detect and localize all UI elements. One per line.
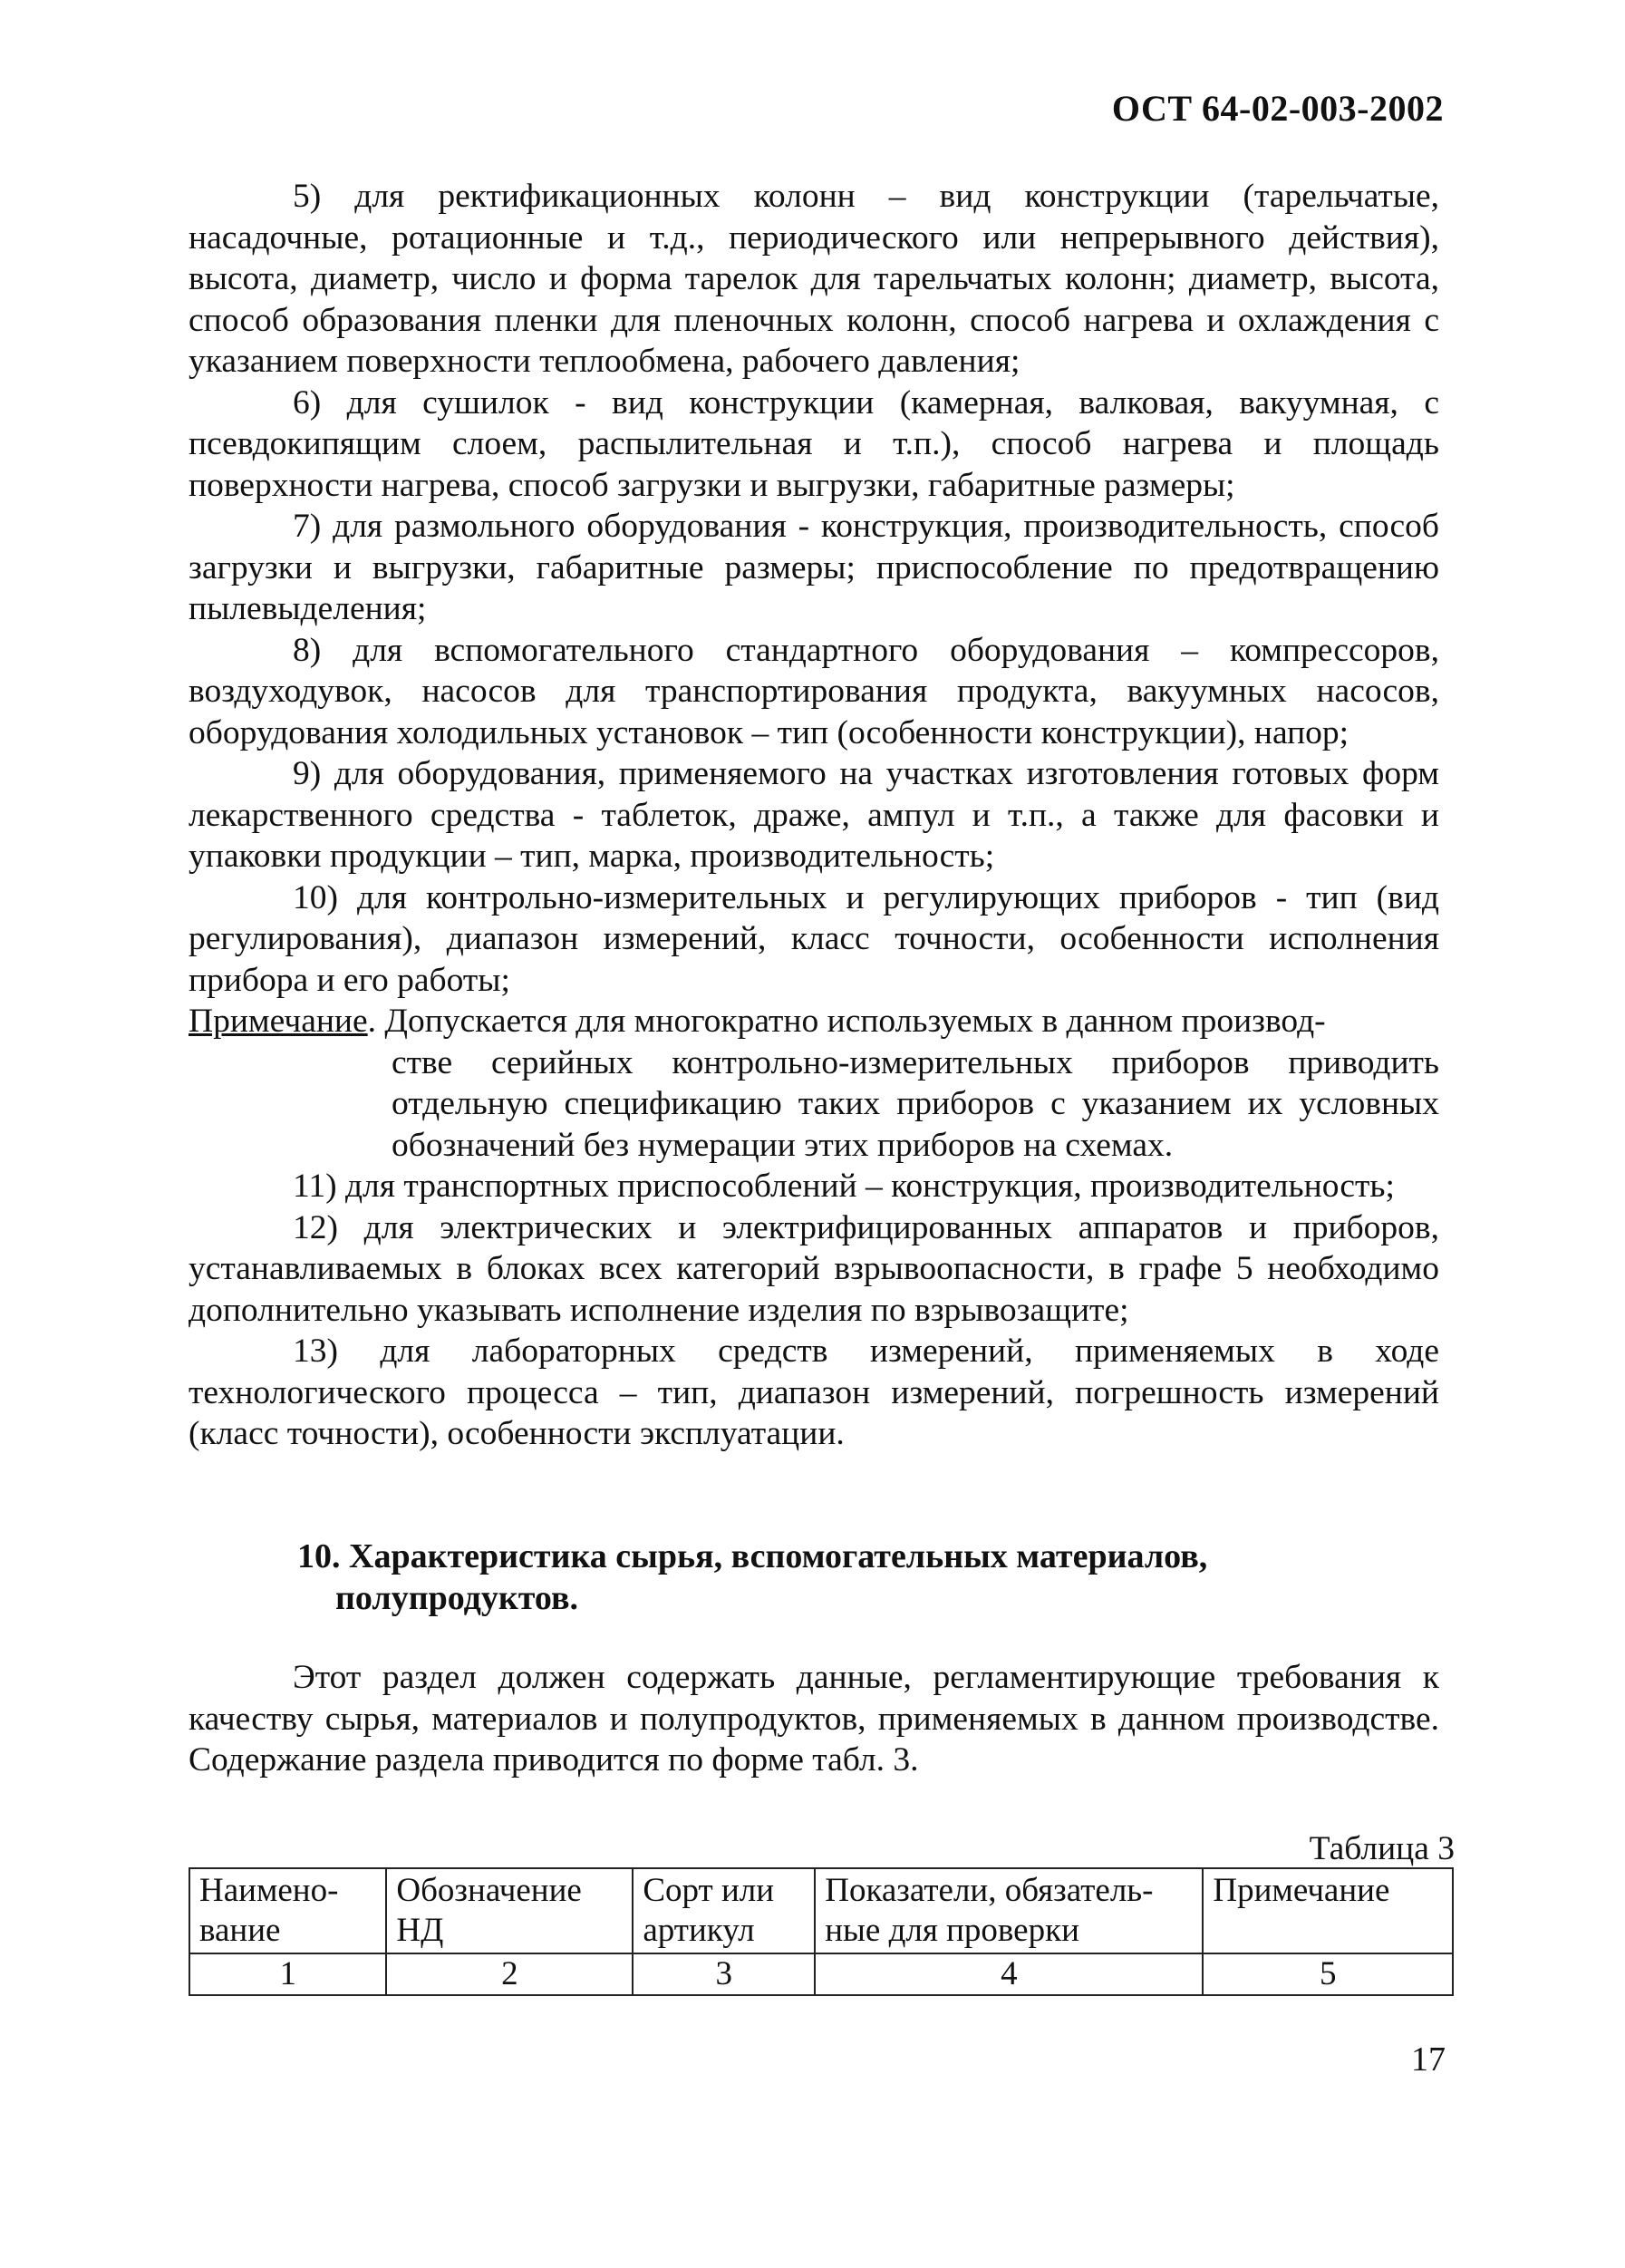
column-header: Сорт или артикул — [633, 1868, 815, 1953]
section-heading-line2: полупродуктов. — [335, 1579, 579, 1617]
list-item: 13) для лабораторных средств измерений, применяемых в ходе технологического процесса – тип, диапазон измерений, погрешность измерений (класс точности), особенности эксплуатации. — [189, 1333, 1439, 1452]
column-header: Примечание — [1203, 1868, 1453, 1953]
list-item: 10) для контрольно-измерительных и регулирующих приборов - тип (вид регулирования), диапазон измерений, класс точности, особенности исполнения прибора и его работы; — [189, 878, 1439, 999]
column-header: Обозначение НД — [386, 1868, 633, 1953]
column-header: Наимено-вание — [189, 1868, 386, 1953]
column-number: 1 — [189, 1953, 386, 1995]
note-block — [189, 1001, 1439, 1166]
note-text: стве серийных контрольно-измерительных приборов приводить отдельную спецификацию таких приборов с указанием их условных обозначений без нумерации этих приборов на схемах. — [392, 1043, 1439, 1164]
equipment-requirements-list — [189, 176, 1439, 1455]
column-number: 5 — [1203, 1953, 1453, 1995]
table-row — [189, 1953, 1453, 1995]
note-first-line: . Допускается для многократно используемых в данном производ- — [367, 1003, 1326, 1040]
list-item: 7) для размольного оборудования - конструкция, производительность, способ загрузки и выгрузки, габаритные размеры; приспособление по предотвращению пылевыделения; — [189, 508, 1439, 627]
list-item: 5) для ректификационных колонн – вид конструкции (тарельчатые, насадочные, ротационные и т.д., периодического или непрерывного действия), высота, диаметр, число и форма тарелок для тарельчатых колонн; диаметр, высота, способ образования пленки для пленочных колонн, способ нагрева и охлаждения с указанием поверхности теплообмена, рабочего давления; — [189, 178, 1439, 380]
column-header: Показатели, обязатель-ные для проверки — [815, 1868, 1203, 1953]
note-label: Примечание — [189, 1003, 368, 1040]
section-heading-line1: 10. Характеристика сырья, вспомогательных материалов, — [297, 1537, 1208, 1575]
document-code-header: ОСТ 64-02-003-2002 — [1111, 88, 1444, 129]
list-item: 9) для оборудования, применяемого на участках изготовления готовых форм лекарственного средства - таблеток, драже, ампул и т.п., а также для фасовки и упаковки продукции – тип, марка, производительность; — [189, 755, 1439, 875]
list-item: 6) для сушилок - вид конструкции (камерная, валковая, вакуумная, с псевдокипящим слоем, распылительная и т.п.), способ нагрева и площадь поверхности нагрева, способ загрузки и выгрузки, габаритные размеры; — [189, 383, 1439, 504]
list-item: 12) для электрических и электрифицированных аппаратов и приборов, устанавливаемых в блоках всех категорий взрывоопасности, в графе 5 необходимо дополнительно указывать исполнение изделия по взрывозащите; — [189, 1208, 1439, 1329]
materials-table — [189, 1867, 1454, 1996]
table-caption: Таблица 3 — [1309, 1830, 1455, 1867]
column-number: 3 — [633, 1953, 815, 1995]
page-number: 17 — [1411, 2040, 1446, 2079]
list-item: 11) для транспортных приспособлений – конструкция, производительность; — [293, 1168, 1395, 1205]
table-header-row — [189, 1868, 1453, 1953]
column-number: 2 — [386, 1953, 633, 1995]
section-heading — [297, 1536, 1385, 1619]
column-number: 4 — [815, 1953, 1203, 1995]
list-item: 8) для вспомогательного стандартного оборудования – компрессоров, воздуходувок, насосов для транспортирования продукта, вакуумных насосов, оборудования холодильных установок – тип (особенности конструкции), напор; — [189, 631, 1439, 751]
section-intro: Этот раздел должен содержать данные, регламентирующие требования к качеству сырья, материалов и полупродуктов, применяемых в данном производстве. Содержание раздела приводится по форме табл. 3. — [189, 1659, 1439, 1779]
